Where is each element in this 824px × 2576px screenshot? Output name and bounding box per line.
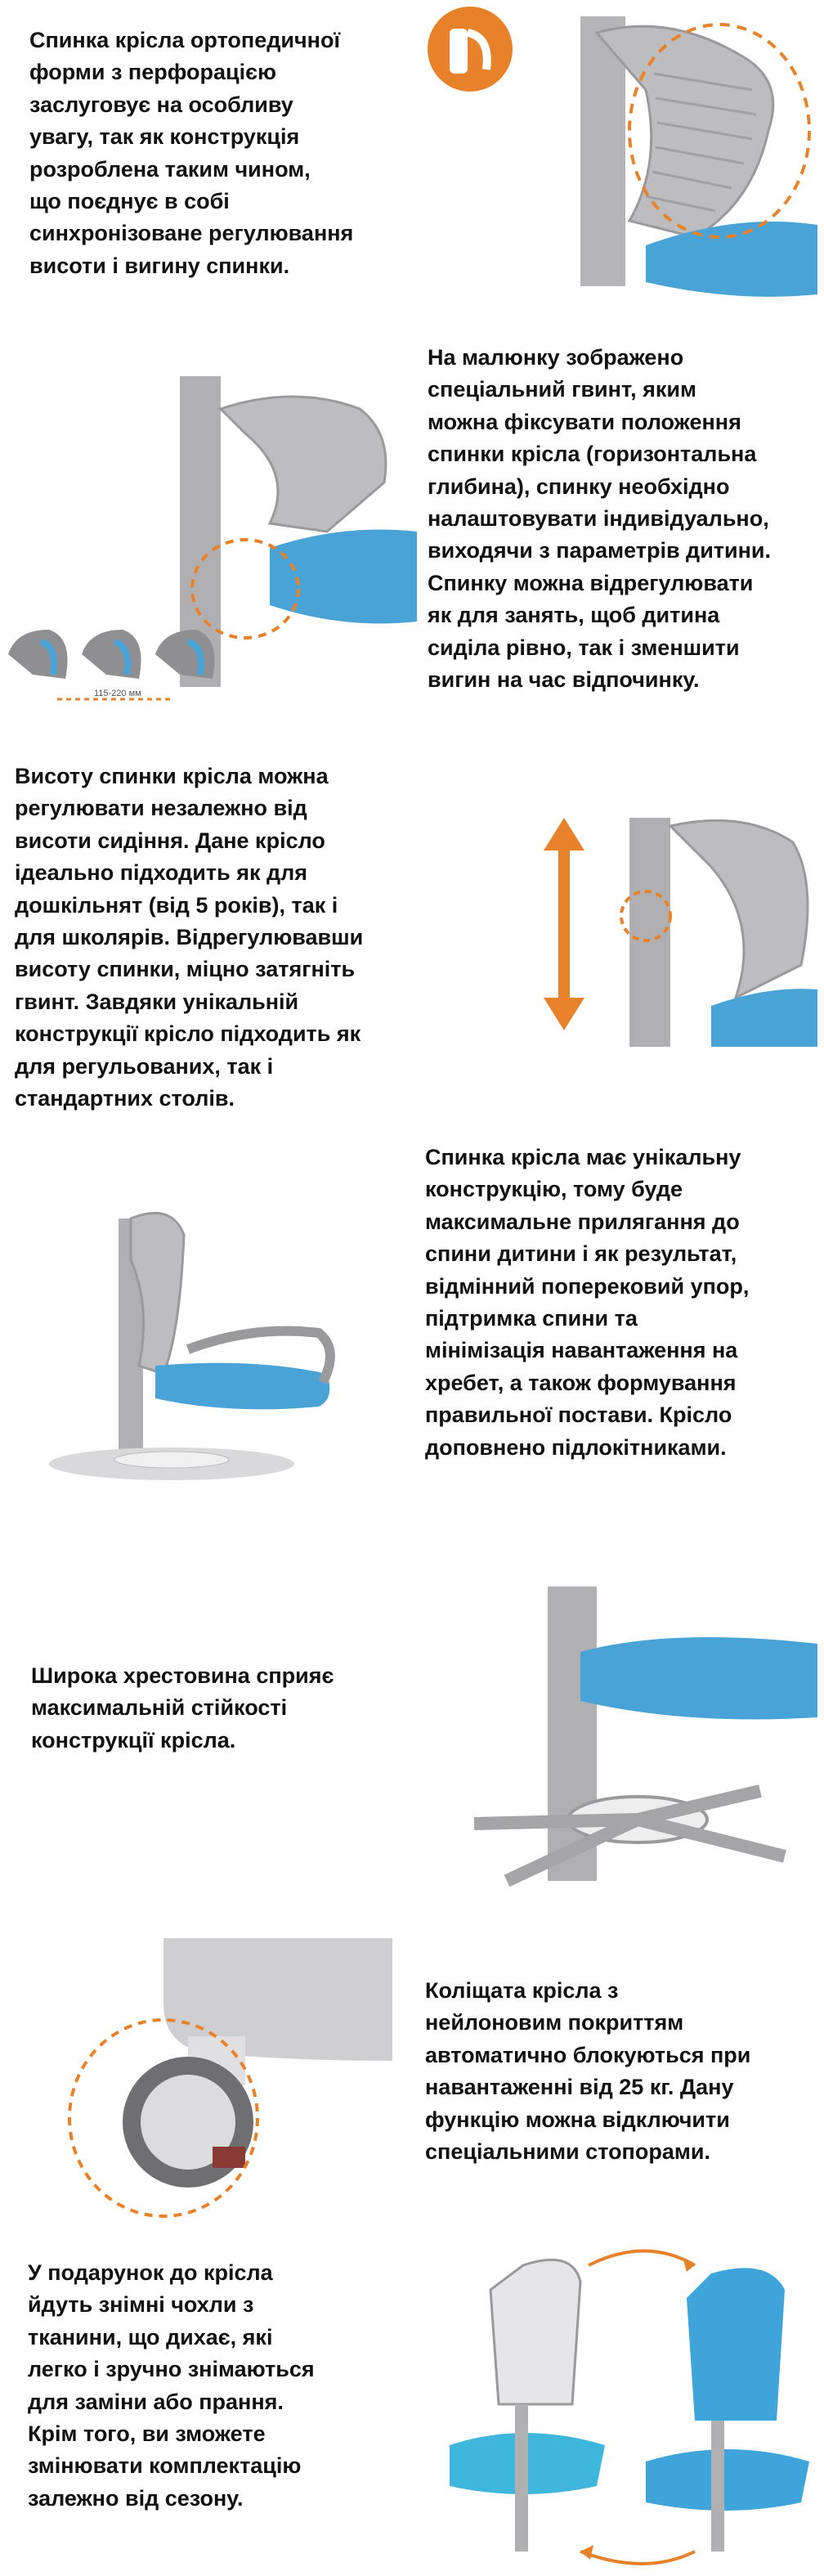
caster-wheel-image <box>41 1938 392 2208</box>
depth-range-label: 115-220 мм <box>94 689 141 698</box>
section-text: Спинка крісла має унікальну конструкцію, тому буде максимальне прилягання до спини дитини і як результат, відмінний поперековий упор, підтримка спини та мінімізація навантаження на хребет, а також формування правильної постави. Крісло доповнено підлокітниками. <box>425 1145 750 1460</box>
section-casters <box>0 1905 824 2233</box>
chair-base-image <box>458 1586 817 1889</box>
section-back-shape <box>0 0 824 327</box>
section-depth-screw <box>0 327 824 720</box>
section-height-adjustment <box>0 744 824 1137</box>
section-text: Коліщата крісла з нейлоновим покриттям автоматично блокуються при навантаженні від 25 кг. Дану функцію можна відключити спеціальними стопорами. <box>425 1978 751 2165</box>
backrest-positions-thumbnails <box>8 630 215 679</box>
section-text: У подарунок до крісла йдуть знімні чохли з тканини, що дихає, які легко і зручно знімаються для заміни або прання. Крім того, ви зможете змінювати комплектацію залежно від сезону. <box>28 2260 315 2511</box>
section-covers <box>0 2233 824 2576</box>
height-adjustment-image <box>523 801 817 1047</box>
section-text: Висоту спинки крісла можна регулювати незалежно від висоти сидіння. Дане крісло ідеально підходить як для дошкільнят (від 5 років), так і для школярів. Відрегулювавши висоту спинки, міцно затягніть гвинт. Завдяки унікальній конструкції крісло підходить як для регульованих, так і стандартних столів. <box>15 764 364 1111</box>
chair-side-view-image <box>41 1186 401 1497</box>
chair-back-closeup-image <box>425 0 817 311</box>
removable-covers-image <box>401 2241 817 2568</box>
depth-screw-image <box>0 360 417 698</box>
section-text: Спинка крісла ортопедичної форми з перфорацією заслуговує на особливу увагу, так як конструкція розроблена таким чином, що поєднує в собі синхронізоване регулювання висоти і вигину спинки. <box>29 28 354 278</box>
section-text: Широка хрестовина сприяє максимальній стійкості конструкції крісла. <box>31 1663 334 1752</box>
section-text: На малюнку зображено спеціальний гвинт, яким можна фіксувати положення спинки крісла (горизонтальна глибина), спинку необхідно налаштовувати індивідуально, виходячи з параметрів дитини. Спинку можна відрегулювати як для занять, щоб дитина сиділа рівно, так і зменшити вигин на час відпочинку. <box>428 345 772 693</box>
section-base <box>0 1578 824 1905</box>
section-back-construction <box>0 1137 824 1562</box>
